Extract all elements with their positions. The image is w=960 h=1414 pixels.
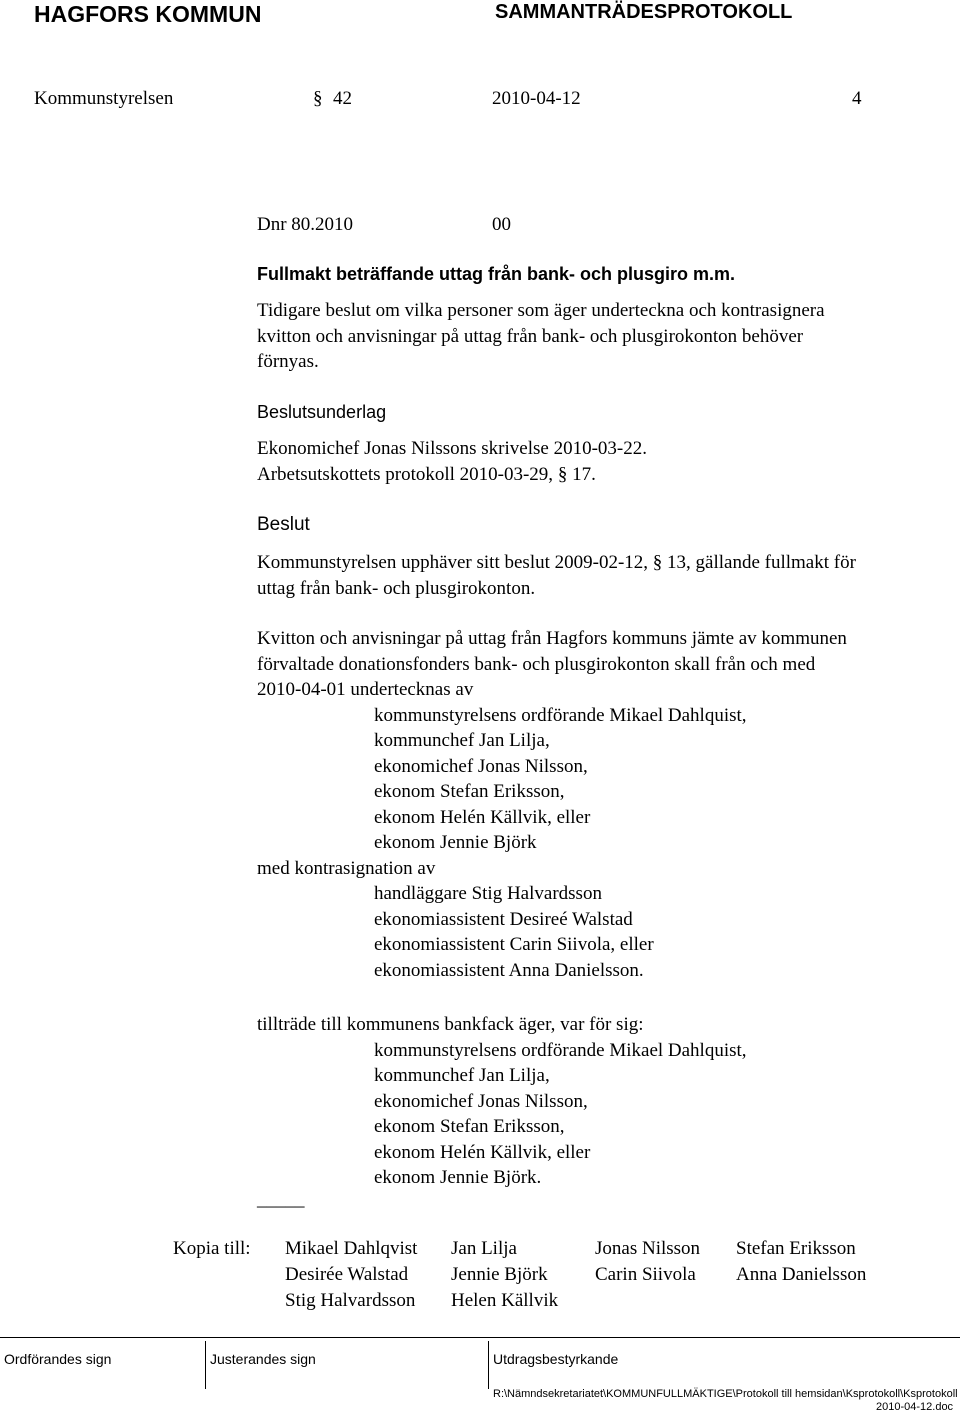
document-type: SAMMANTRÄDESPROTOKOLL: [495, 1, 793, 23]
org-name: HAGFORS KOMMUN: [34, 1, 262, 27]
meeting-date: 2010-04-12: [492, 88, 581, 109]
copy-recipient: Desirée Walstad: [285, 1264, 409, 1285]
bankbox-intro: tillträde till kommunens bankfack äger, var för sig:: [257, 1014, 644, 1035]
copy-recipient: Stig Halvardsson: [285, 1290, 416, 1311]
basis-item: Arbetsutskottets protokoll 2010-03-29, § 17.: [257, 463, 596, 485]
bankbox-item: ekonom Jennie Björk.: [374, 1167, 542, 1188]
countersigner-item: handläggare Stig Halvardsson: [374, 883, 602, 904]
countersigner-item: ekonomiassistent Carin Siivola, eller: [374, 934, 654, 955]
case-number-suffix: 00: [492, 214, 511, 235]
bankbox-item: ekonom Stefan Eriksson,: [374, 1116, 565, 1137]
case-title: Fullmakt beträffande uttag från bank- och plusgiro m.m.: [257, 264, 736, 284]
extract-certification-label: Utdragsbestyrkande: [493, 1351, 619, 1367]
copy-label: Kopia till:: [173, 1238, 251, 1259]
basis-item: Ekonomichef Jonas Nilssons skrivelse 2010-03-22.: [257, 438, 647, 459]
signer-item: ekonom Helén Källvik, eller: [374, 806, 591, 828]
page-number: 4: [852, 88, 862, 109]
decision-heading: Beslut: [257, 514, 310, 535]
signature-divider: [0, 1337, 960, 1338]
decision-line: Kvitton och anvisningar på uttag från Hagfors kommuns jämte av kommunen: [257, 628, 847, 649]
signer-item: ekonom Jennie Björk: [374, 832, 537, 853]
countersigner-item: ekonomiassistent Desireé Walstad: [374, 908, 633, 930]
intro-line: förnyas.: [257, 351, 319, 372]
bankbox-paragraph: [257, 1012, 947, 1191]
signer-item: ekonomichef Jonas Nilsson,: [374, 755, 588, 777]
copy-recipient: Jan Lilja: [451, 1238, 517, 1259]
file-path: R:\Nämndsekretariatet\KOMMUNFULLMÄKTIGE\Protokoll till hemsidan\Ksprotokoll\Ksprotokoll: [493, 1388, 958, 1400]
section-number: 42: [333, 88, 352, 109]
intro-paragraph: [257, 298, 947, 375]
copy-recipient: Anna Danielsson: [736, 1264, 867, 1285]
decision-line: förvaltade donationsfonders bank- och plusgirokonton skall från och med: [257, 653, 816, 675]
intro-line: kvitton och anvisningar på uttag från bank- och plusgirokonton behöver: [257, 325, 804, 347]
decision-line: Kommunstyrelsen upphäver sitt beslut 2009-02-12, § 13, gällande fullmakt för: [257, 552, 856, 573]
signer-item: kommunchef Jan Lilja,: [374, 730, 550, 751]
copy-recipient: Jonas Nilsson: [595, 1238, 701, 1259]
case-number: Dnr 80.2010: [257, 214, 354, 235]
copy-recipient: Helen Källvik: [451, 1290, 559, 1311]
decision-paragraph-1: [257, 550, 947, 601]
copy-recipient: Jennie Björk: [451, 1264, 548, 1285]
basis-heading: Beslutsunderlag: [257, 402, 387, 422]
section-sign: §: [557, 463, 568, 485]
signer-item: ekonom Stefan Eriksson,: [374, 781, 565, 802]
signer-item: kommunstyrelsens ordförande Mikael Dahlquist,: [374, 704, 747, 726]
file-name: 2010-04-12.doc: [876, 1401, 954, 1413]
bankbox-item: kommunstyrelsens ordförande Mikael Dahlquist,: [374, 1039, 747, 1061]
bankbox-item: kommunchef Jan Lilja,: [374, 1065, 550, 1086]
committee-name: Kommunstyrelsen: [34, 88, 174, 109]
countersigner-item: ekonomiassistent Anna Danielsson.: [374, 959, 644, 981]
copy-recipient: Carin Siivola: [595, 1264, 696, 1285]
decision-line: 2010-04-01 undertecknas av: [257, 679, 474, 700]
copy-recipient: Stefan Eriksson: [736, 1238, 856, 1259]
intro-line: Tidigare beslut om vilka personer som äger underteckna och kontrasignera: [257, 300, 825, 321]
section-sign: §: [652, 552, 663, 573]
separator-line: _____: [257, 1189, 305, 1210]
basis-list: [257, 436, 947, 487]
section-sign: §: [313, 88, 323, 109]
bankbox-item: ekonom Helén Källvik, eller: [374, 1141, 591, 1163]
countersign-intro: med kontrasignation av: [257, 857, 436, 879]
decision-paragraph-2: [257, 626, 947, 983]
signature-box-divider: [488, 1341, 489, 1389]
bankbox-item: ekonomichef Jonas Nilsson,: [374, 1090, 588, 1112]
adjuster-signature-label: Justerandes sign: [210, 1351, 316, 1367]
chair-signature-label: Ordförandes sign: [4, 1351, 112, 1367]
signature-box-divider: [205, 1341, 206, 1389]
copy-recipient: Mikael Dahlqvist: [285, 1238, 418, 1259]
decision-line: uttag från bank- och plusgirokonton.: [257, 577, 536, 599]
